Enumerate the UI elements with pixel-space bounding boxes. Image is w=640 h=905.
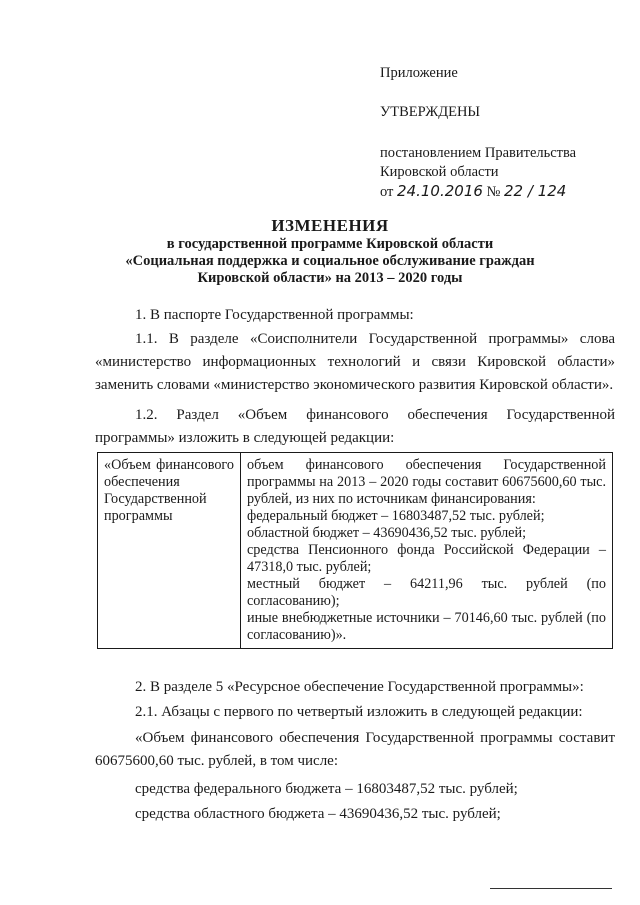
approved-label: УТВЕРЖДЕНЫ	[380, 104, 481, 120]
paragraph-1-1: 1.1. В разделе «Соисполнители Государственной программы» слова «министерство информационных технологий и связи Кировской области» заменить словами «министерство экономического развития Кировской области».	[95, 331, 615, 393]
financing-table	[97, 452, 613, 649]
paragraph-2-1: 2.1. Абзацы с первого по четвертый изложить в следующей редакции:	[135, 704, 583, 720]
decree-line-2: Кировской области	[380, 164, 499, 180]
document-title	[90, 216, 570, 287]
decree-line-1: постановлением Правительства	[380, 145, 577, 161]
date-prefix: от	[380, 184, 394, 200]
approval-stamp	[380, 64, 576, 202]
table-line-pension-fund: средства Пенсионного фонда Российской Федерации – 47318,0 тыс. рублей;	[247, 542, 606, 575]
table-cell-content	[241, 453, 613, 649]
table-cell-label: «Объем финансового обеспечения Государственной программы	[98, 453, 241, 649]
number-prefix: №	[486, 184, 501, 200]
paragraph-2-quote: «Объем финансового обеспечения Государственной программы составит 60675600,60 тыс. рублей, в том числе:	[95, 730, 615, 769]
paragraph-1-2: 1.2. Раздел «Объем финансового обеспечения Государственной программы» изложить в следующей редакции:	[95, 407, 615, 446]
title-line-1: в государственной программе Кировской области	[166, 236, 494, 252]
handwritten-number: 22 / 124	[504, 182, 567, 200]
table-line-total: объем финансового обеспечения Государственной программы на 2013 – 2020 годы составит 60675600,60 тыс. рублей, из них по источникам финансирования:	[247, 457, 606, 507]
paragraph-federal-funds: средства федерального бюджета – 16803487,52 тыс. рублей;	[135, 781, 518, 797]
table-line-federal: федеральный бюджет – 16803487,52 тыс. рублей;	[247, 508, 545, 524]
date-number-line	[380, 182, 576, 202]
handwritten-date: 24.10.2016	[397, 182, 483, 200]
table-line-local: местный бюджет – 64211,96 тыс. рублей (по согласованию);	[247, 576, 606, 609]
table-line-regional: областной бюджет – 43690436,52 тыс. рублей;	[247, 525, 527, 541]
table-line-extrabudget: иные внебюджетные источники – 70146,60 тыс. рублей (по согласованию)».	[247, 610, 606, 643]
footer-line	[490, 888, 612, 889]
title-heading: ИЗМЕНЕНИЯ	[271, 216, 389, 235]
paragraph-1: 1. В паспорте Государственной программы:	[135, 307, 414, 323]
table-row	[98, 453, 613, 649]
title-line-3: Кировской области» на 2013 – 2020 годы	[197, 270, 463, 286]
title-line-2: «Социальная поддержка и социальное обслуживание граждан	[125, 253, 535, 269]
paragraph-2: 2. В разделе 5 «Ресурсное обеспечение Государственной программы»:	[135, 679, 584, 695]
appendix-label: Приложение	[380, 65, 458, 81]
paragraph-regional-funds: средства областного бюджета – 43690436,52 тыс. рублей;	[135, 806, 501, 822]
